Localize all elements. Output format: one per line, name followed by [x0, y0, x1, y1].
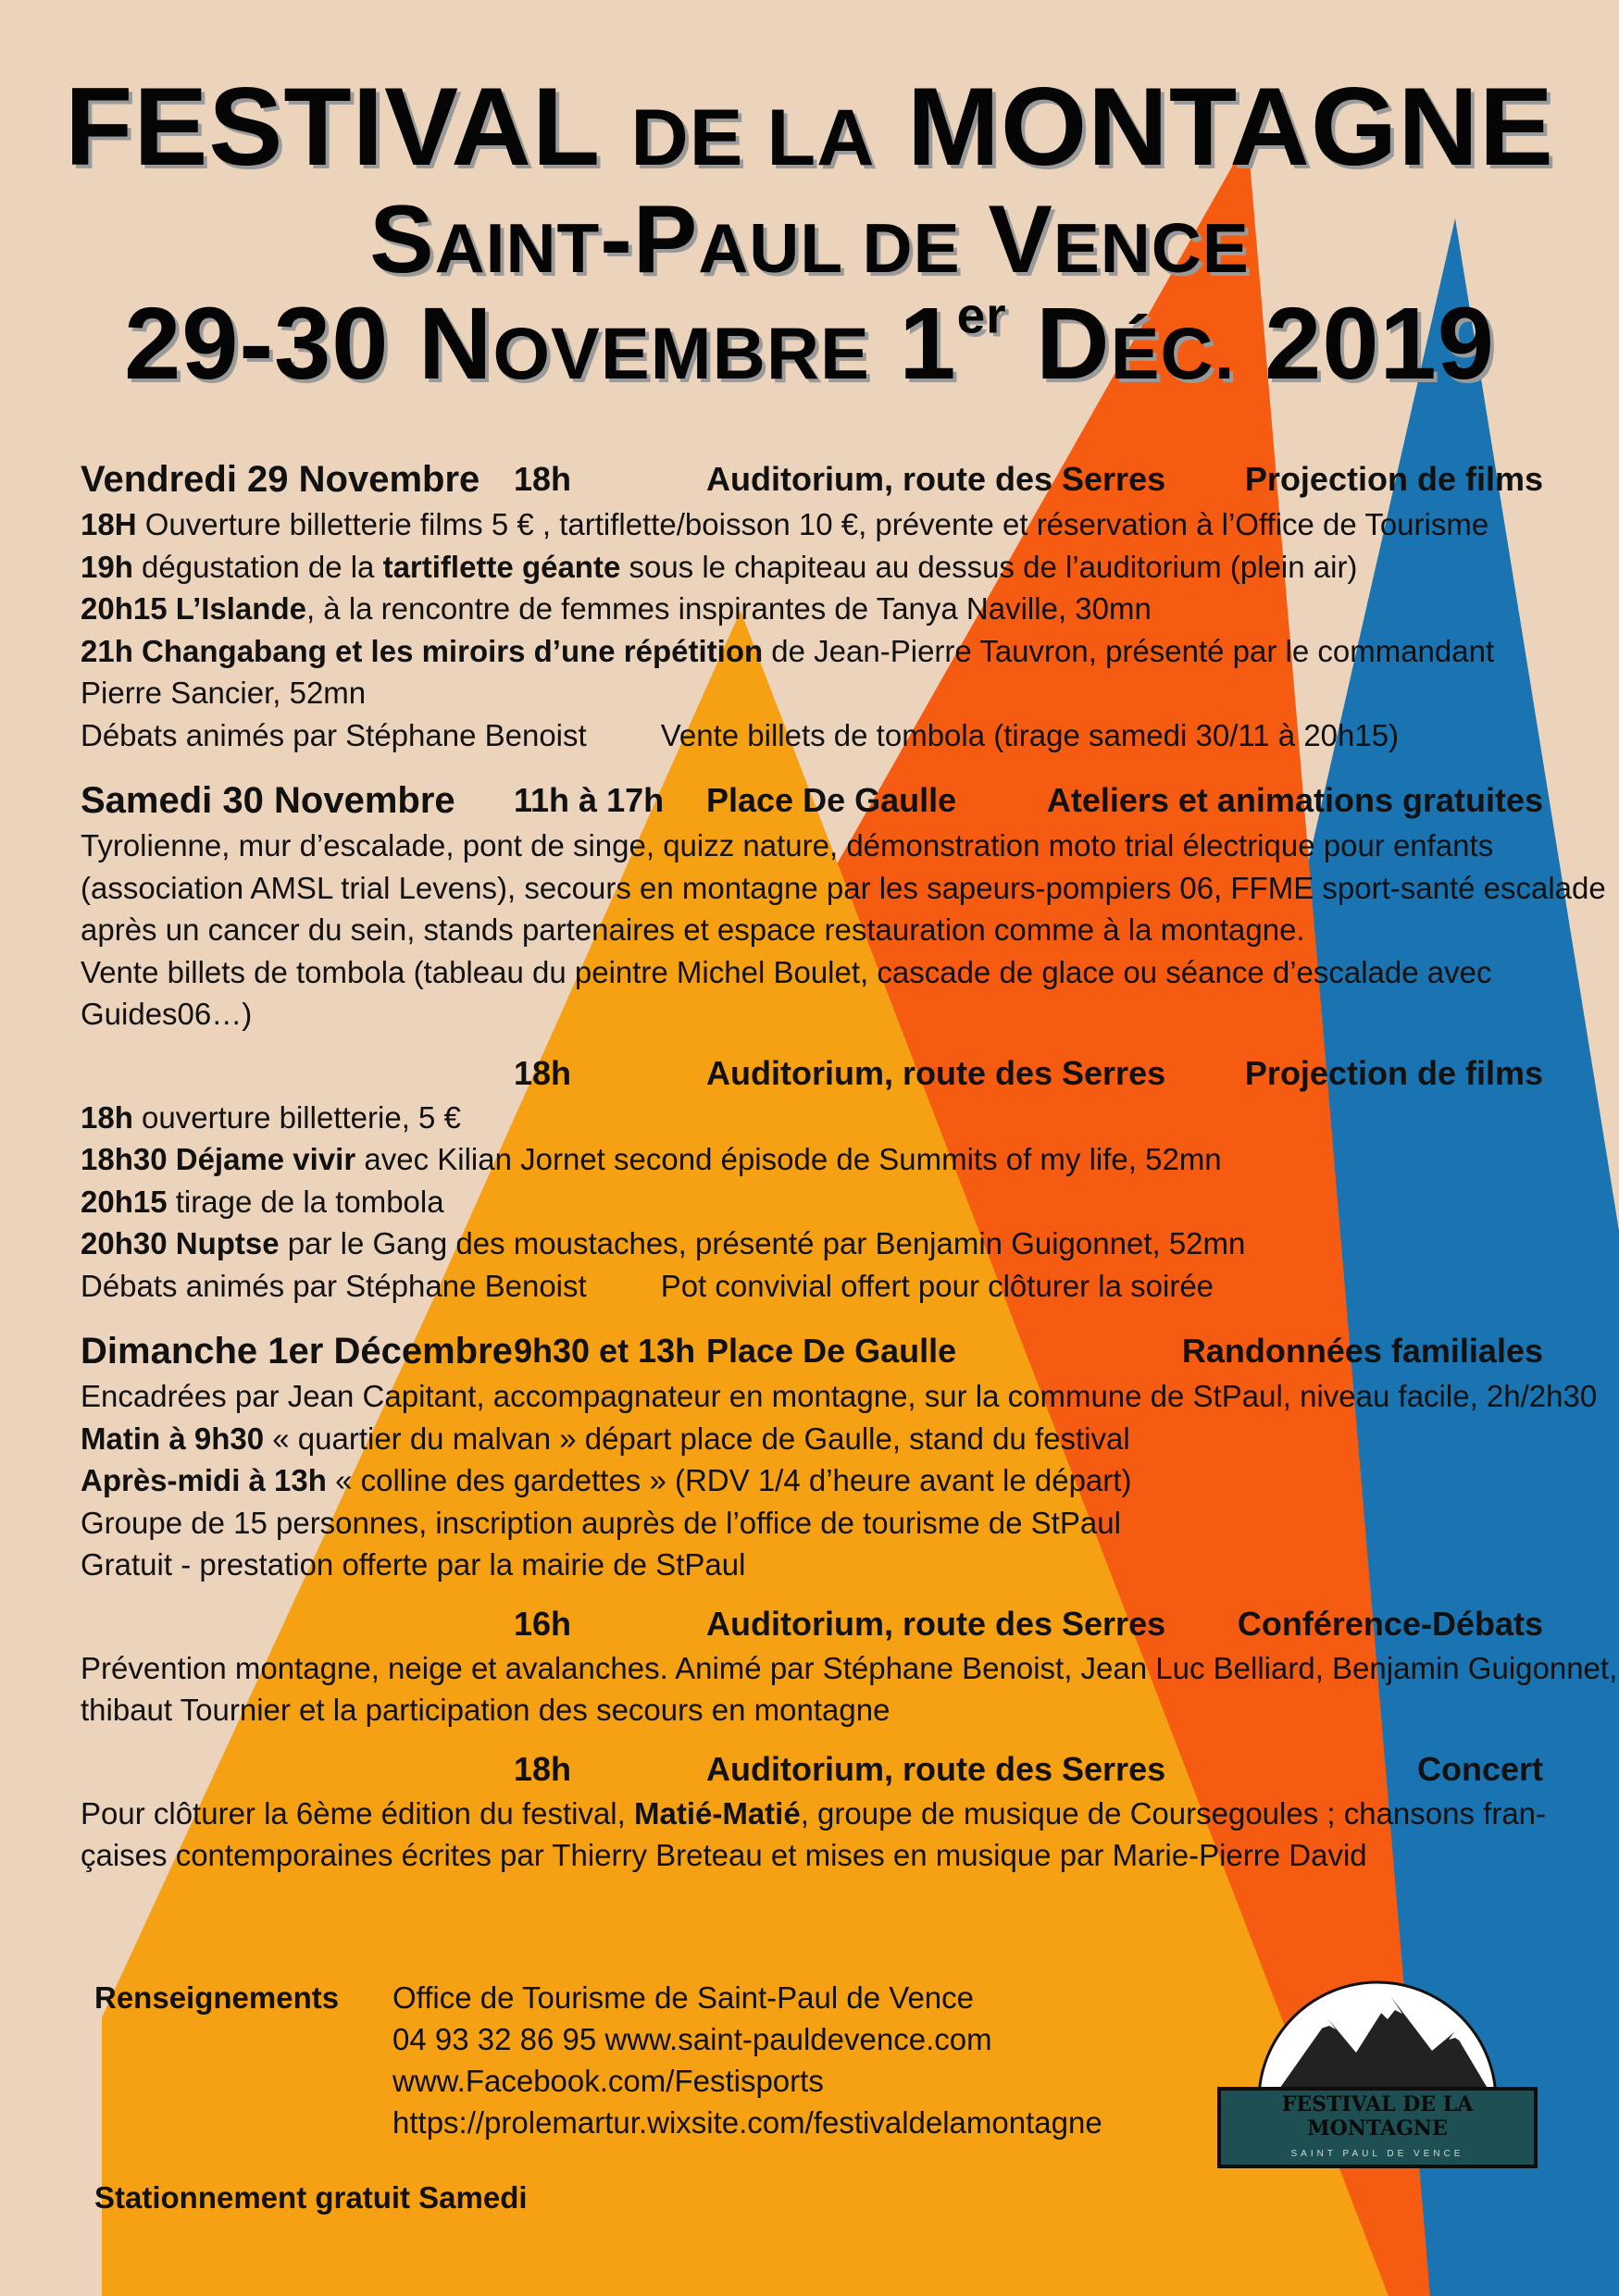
program-line: 20h15 tirage de la tombola: [81, 1184, 444, 1219]
program-line: çaises contemporaines écrites par Thierry Breteau et mises en musique par Marie-Pierre David: [81, 1838, 1367, 1872]
day-label: Samedi 30 Novembre: [81, 780, 455, 821]
time-label: 18h: [514, 1053, 572, 1092]
saturday-evening-header: [81, 1050, 1543, 1097]
festival-title: FESTIVAL DE LA MONTAGNE: [65, 65, 1554, 189]
program-line: Débats animés par Stéphane Benoist Vente billets de tombola (tirage samedi 30/11 à 20h15): [81, 717, 1400, 752]
program-line: 18h30 Déjame vivir avec Kilian Jornet second épisode de Summits of my life, 52mn: [81, 1142, 1222, 1176]
program-line: Vente billets de tombola (tableau du peintre Michel Boulet, cascade de glace ou séance d’escalade avec: [81, 954, 1492, 989]
program-line: Tyrolienne, mur d’escalade, pont de singe, quizz nature, démonstration moto trial électrique pour enfants: [81, 828, 1494, 863]
program-line: Pour clôturer la 6ème édition du festival, Matié-Matié, groupe de musique de Coursegoules ; chansons fran-: [81, 1795, 1547, 1831]
place-label: Auditorium, route des Serres: [706, 1604, 1166, 1643]
event-kind-label: Projection de films: [1244, 460, 1543, 498]
info-phone-website[interactable]: 04 93 32 86 95 www.saint-pauldevence.com: [392, 2022, 992, 2056]
festival-logo: [1217, 1971, 1538, 2249]
concert-header: [81, 1746, 1543, 1793]
place-label: Auditorium, route des Serres: [706, 460, 1166, 498]
program-line: 21h Changabang et les miroirs d’une répétition de Jean-Pierre Tauvron, présenté par le commandant: [81, 633, 1495, 668]
place-label: Auditorium, route des Serres: [706, 1749, 1166, 1788]
time-label: 11h à 17h: [514, 781, 665, 819]
info-facebook-link[interactable]: www.Facebook.com/Festisports: [392, 2064, 824, 2098]
place-label: Place De Gaulle: [706, 1332, 957, 1370]
program: [81, 455, 1618, 1877]
conference-header: [81, 1601, 1543, 1647]
event-kind-label: Ateliers et animations gratuites: [1046, 781, 1543, 819]
program-line: Après-midi à 13h « colline des gardettes » (RDV 1/4 d’heure avant le départ): [81, 1463, 1132, 1497]
program-line: 18H Ouverture billetterie films 5 € , tartiflette/boisson 10 €, prévente et réservation à l’Office de Tourisme: [81, 507, 1489, 541]
program-line: 18h ouverture billetterie, 5 €: [81, 1099, 461, 1135]
program-line: après un cancer du sein, stands partenaires et espace restauration comme à la montagne.: [81, 912, 1305, 947]
program-line: 20h15 L’Islande, à la rencontre de femmes inspirantes de Tanya Naville, 30mn: [81, 591, 1152, 626]
time-label: 9h30 et 13h: [514, 1332, 696, 1370]
place-label: Auditorium, route des Serres: [706, 1053, 1166, 1092]
program-line: Matin à 9h30 « quartier du malvan » départ place de Gaulle, stand du festival: [81, 1421, 1130, 1456]
time-label: 18h: [514, 1749, 572, 1788]
mountain-emblem-icon: [1217, 1971, 1538, 2101]
info-office: Office de Tourisme de Saint-Paul de Vence: [392, 1980, 974, 2015]
info-label: Renseignements: [94, 1980, 340, 2015]
festival-location: SAINT-PAUL DE VENCE: [369, 186, 1250, 293]
friday-header: [81, 455, 1543, 503]
event-kind-label: Projection de films: [1244, 1053, 1543, 1092]
program-line: 19h dégustation de la tartiflette géante sous le chapiteau au dessus de l’auditorium (plein air): [81, 549, 1358, 584]
day-label: Dimanche 1er Décembre: [81, 1331, 513, 1371]
program-line: 20h30 Nuptse par le Gang des moustaches, présenté par Benjamin Guigonnet, 52mn: [81, 1226, 1246, 1260]
logo-name: FESTIVAL DE LA MONTAGNE: [1281, 2092, 1474, 2141]
event-kind-label: Concert: [1416, 1749, 1543, 1788]
event-kind-label: Randonnées familiales: [1181, 1332, 1543, 1370]
logo-subtitle: SAINT PAUL DE VENCE: [1290, 2149, 1464, 2159]
festival-dates: 29-30 NOVEMBRE 1er DÉC. 2019: [124, 286, 1495, 401]
time-label: 18h: [514, 460, 572, 498]
program-line: (association AMSL trial Levens), secours en montagne par les sapeurs-pompiers 06, FFME sport-santé escalade: [81, 870, 1606, 905]
time-label: 16h: [514, 1604, 572, 1643]
saturday-header: [81, 776, 1543, 825]
program-line: Groupe de 15 personnes, inscription auprès de l’office de tourisme de StPaul: [81, 1505, 1121, 1540]
parking-note: Stationnement gratuit Samedi: [94, 2180, 528, 2215]
place-label: Place De Gaulle: [706, 781, 957, 819]
info-festival-link[interactable]: https://prolemartur.wixsite.com/festivaldelamontagne: [392, 2105, 1102, 2140]
program-line: Prévention montagne, neige et avalanches. Animé par Stéphane Benoist, Jean Luc Belliard, Benjamin Guigonnet,: [81, 1650, 1618, 1685]
program-line: Débats animés par Stéphane Benoist Pot convivial offert pour clôturer la soirée: [81, 1268, 1214, 1303]
program-line: Encadrées par Jean Capitant, accompagnateur en montagne, sur la commune de StPaul, niveau facile, 2h/2h30: [81, 1379, 1598, 1413]
program-line: Guides06…): [81, 997, 253, 1031]
day-label: Vendredi 29 Novembre: [81, 459, 480, 500]
event-kind-label: Conférence-Débats: [1237, 1604, 1543, 1643]
program-line: Gratuit - prestation offerte par la mairie de StPaul: [81, 1547, 746, 1582]
program-line: Pierre Sancier, 52mn: [81, 676, 367, 710]
program-line: thibaut Tournier et la participation des secours en montagne: [81, 1693, 890, 1727]
sunday-header: [81, 1327, 1543, 1375]
